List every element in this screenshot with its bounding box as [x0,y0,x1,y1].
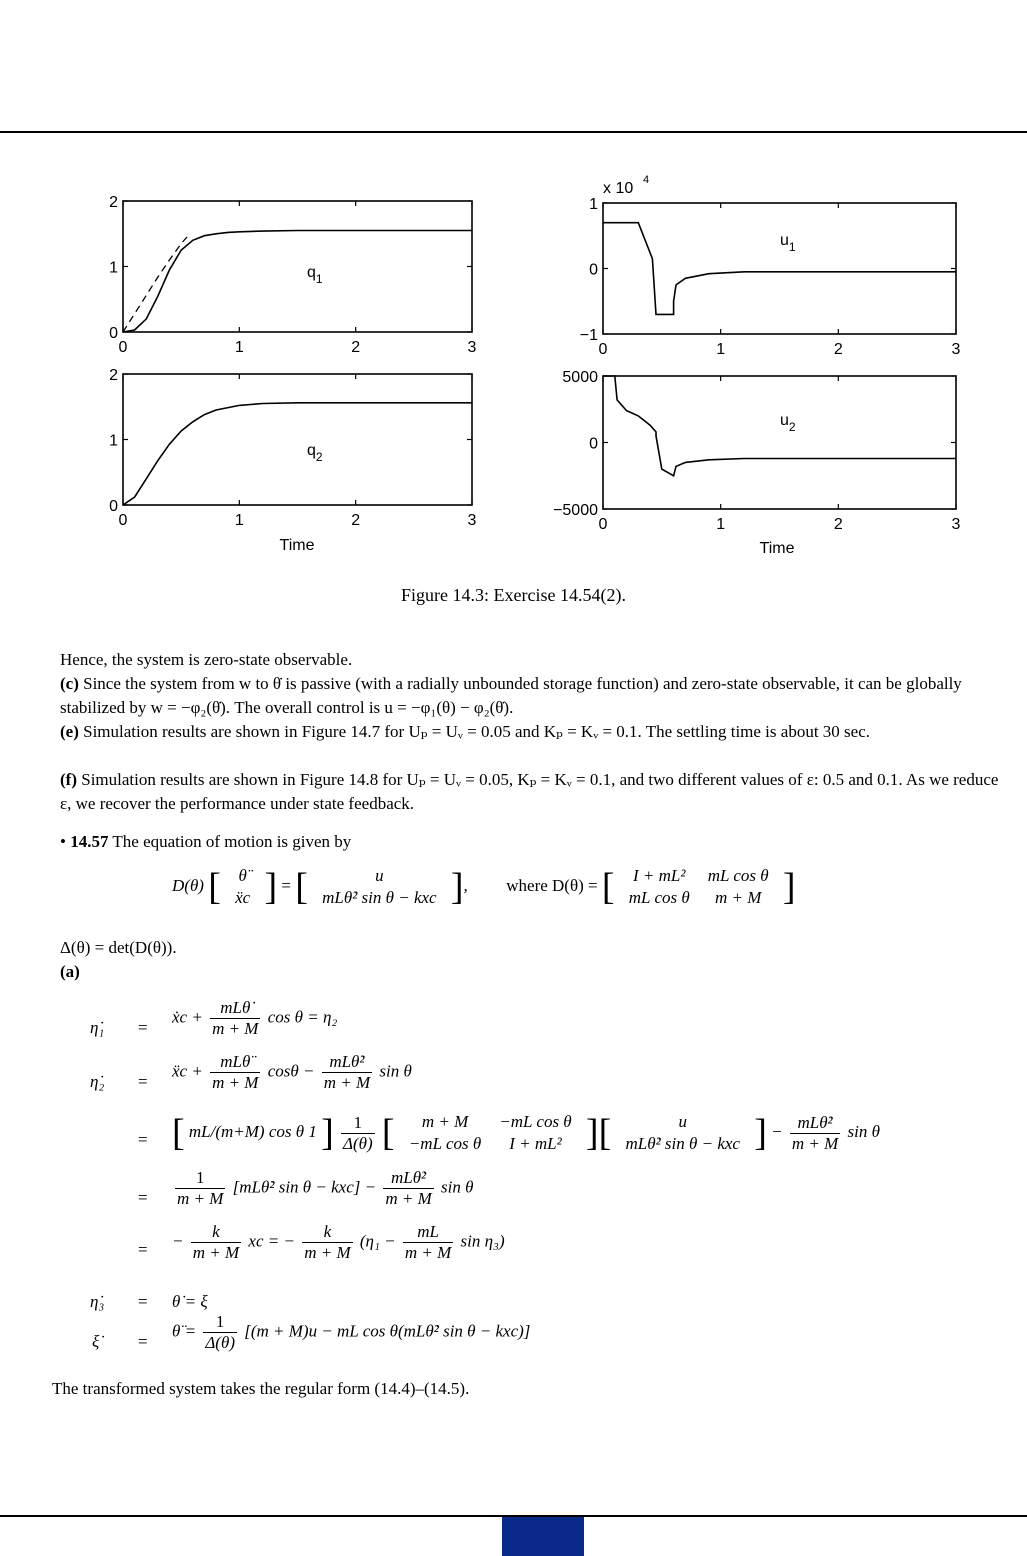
y-tick-label: 2 [109,194,118,211]
plot-frame-q1 [123,201,472,332]
exercise-number: 14.57 [70,832,109,851]
paragraph-observable: Hence, the system is zero-state observable. [60,650,353,669]
row3-rhs: [ mL/(m+M) cos θ 1 ] $\frac{1}{\Delta(\theta)}$ [ m + M −mL cos θ −mL cos θ I + mL² ][ u mLθ̇² sin θ − kxc ] − $\frac{\text{mLθ̇²}}{m + M}$ sin θ [172,1112,880,1154]
y-tick-label: 1 [109,432,118,450]
y-tick-label: 1 [109,259,118,277]
x-tick-label: 3 [951,516,961,533]
eom-rhs-vector: u mLθ̇² sin θ − kxc [322,866,437,907]
eq-sign: = [138,1188,148,1207]
x-tick-label: 1 [716,516,726,533]
x-tick-label: 2 [833,341,843,358]
x-tick-label: 2 [351,512,361,529]
exercise-intro: The equation of motion is given by [112,832,352,851]
closing-paragraph: The transformed system takes the regular form (14.4)–(14.5). [52,1379,470,1398]
label-c: (c) [60,674,79,693]
text-f: Simulation results are shown in Figure 14.8 for Uₚ = Uᵥ = 0.05, Kₚ = Kᵥ = 0.1, and two different values of ε: 0.5 and 0.1. As we reduce ε, we recover the performance under state feedback. [60,770,999,813]
delta-definition: Δ(θ) = det(D(θ)). [60,938,177,957]
x-tick-label: 0 [118,339,128,356]
y-tick-label: 0 [589,261,598,279]
eta3-lhs: η̇₃ [90,1292,105,1311]
eom-lhs: D(θ) [172,875,204,895]
figure-caption: Figure 14.3: Exercise 14.54(2). [401,585,626,605]
curve-label-u1: $u_1$ [780,232,796,254]
x-tick-label: 0 [118,512,128,529]
eq-sign: = [138,1072,148,1091]
eta1-rhs: ẋc + $\frac{\text{mLθ̇}}{m + M}$ cos θ = η₂ [172,998,338,1038]
x-tick-label: 3 [951,341,961,358]
eta1-lhs: η̇₁ [90,1018,105,1037]
curve-label-u2: $u_2$ [780,412,796,434]
y-tick-label: 5000 [562,369,598,386]
figure-14-3 [0,0,1027,580]
where-text: where D(θ) = [506,875,598,895]
eta2-rhs: ẍc + $\frac{\text{mLθ̈}}{m + M}$ cosθ − $\frac{\text{mLθ̇²}}{m + M}$ sin θ [172,1052,412,1092]
y-tick-label: 0 [589,435,598,453]
x-axis-title-right: Time [759,540,795,557]
xi-rhs: θ̈ = $\frac{1}{\Delta(\theta)}$ [(m + M)u − mL cos θ(mLθ̇² sin θ − kxc)] [172,1312,531,1352]
eq-sign: = [138,1018,148,1037]
x-tick-label: 1 [716,341,726,358]
y-tick-label: −5000 [553,502,598,519]
part-a-label: (a) [60,962,80,981]
x-tick-label: 0 [598,516,608,533]
x-tick-label: 3 [467,339,477,356]
curve-label-q1: $q_1$ [307,264,323,286]
plot-frame-u2 [603,376,956,509]
eq-sign: = [138,1130,148,1149]
eom-vector: θ̈ ẍc [235,866,251,907]
y-tick-label: −1 [579,327,598,344]
eta2-lhs: η̇₂ [90,1072,105,1091]
eq-sign: = [138,1292,148,1311]
paragraph-c [60,672,1005,720]
xi-lhs: ξ̇ [92,1332,100,1351]
x-tick-label: 0 [598,341,608,358]
x-axis-title-left: Time [279,537,315,554]
text-e: Simulation results are shown in Figure 14.7 for Uₚ = Uᵥ = 0.05 and Kₚ = Kᵥ = 0.1. The settling time is about 30 sec. [83,722,870,741]
series-line-q2 [123,403,472,505]
x-tick-label: 2 [833,516,843,533]
x-tick-label: 1 [234,512,244,529]
d-matrix: I + mL² mL cos θ mL cos θ m + M [628,866,769,907]
u1-scale-label: x 10 [603,180,634,197]
label-e: (e) [60,722,79,741]
text-c: Since the system from w to θ̇ is passive (with a radially unbounded storage function) and zero-state observable, it can be globally stabilized by w = −φ₂(θ̇). The overall control is u = −φ₁(θ) − φ₂(θ̇). [60,674,962,717]
series-line-q1 [123,231,472,333]
paragraph-f [60,768,1005,816]
y-tick-label: 2 [109,367,118,384]
eq-sign: = [138,1240,148,1259]
series-line-reference [123,237,187,332]
row5-rhs: − $\frac{k}{m + M}$ xc = − $\frac{k}{m + M}$ (η₁ − $\frac{mL}{m + M}$ sin η₃) [172,1222,505,1262]
y-tick-label: 1 [589,196,598,213]
plot-frame-q2 [123,374,472,505]
exercise-14-57-heading [60,830,1005,854]
bullet: • [60,832,66,851]
x-tick-label: 3 [467,512,477,529]
x-tick-label: 1 [234,339,244,356]
eq-sign: = [138,1332,148,1351]
eta3-rhs: θ̇ = ξ [172,1292,208,1311]
label-f: (f) [60,770,77,789]
u1-scale-exponent: 4 [643,174,650,186]
equation-of-motion: D(θ) [ θ̈ ẍc ] = [ u mLθ̇² sin θ − kxc ], where D(θ) = [ I + mL² mL cos θ mL cos θ m + M ] [172,866,796,908]
footer-page-badge [502,1517,584,1556]
row4-rhs: $\frac{1}{m + M}$ [mLθ̇² sin θ − kxc] − $\frac{\text{mLθ̇²}}{m + M}$ sin θ [177,1168,474,1208]
y-tick-label: 0 [109,325,118,342]
curve-label-q2: $q_2$ [307,442,323,464]
y-tick-label: 0 [109,498,118,515]
paragraph-e [60,720,1005,744]
x-tick-label: 2 [351,339,361,356]
